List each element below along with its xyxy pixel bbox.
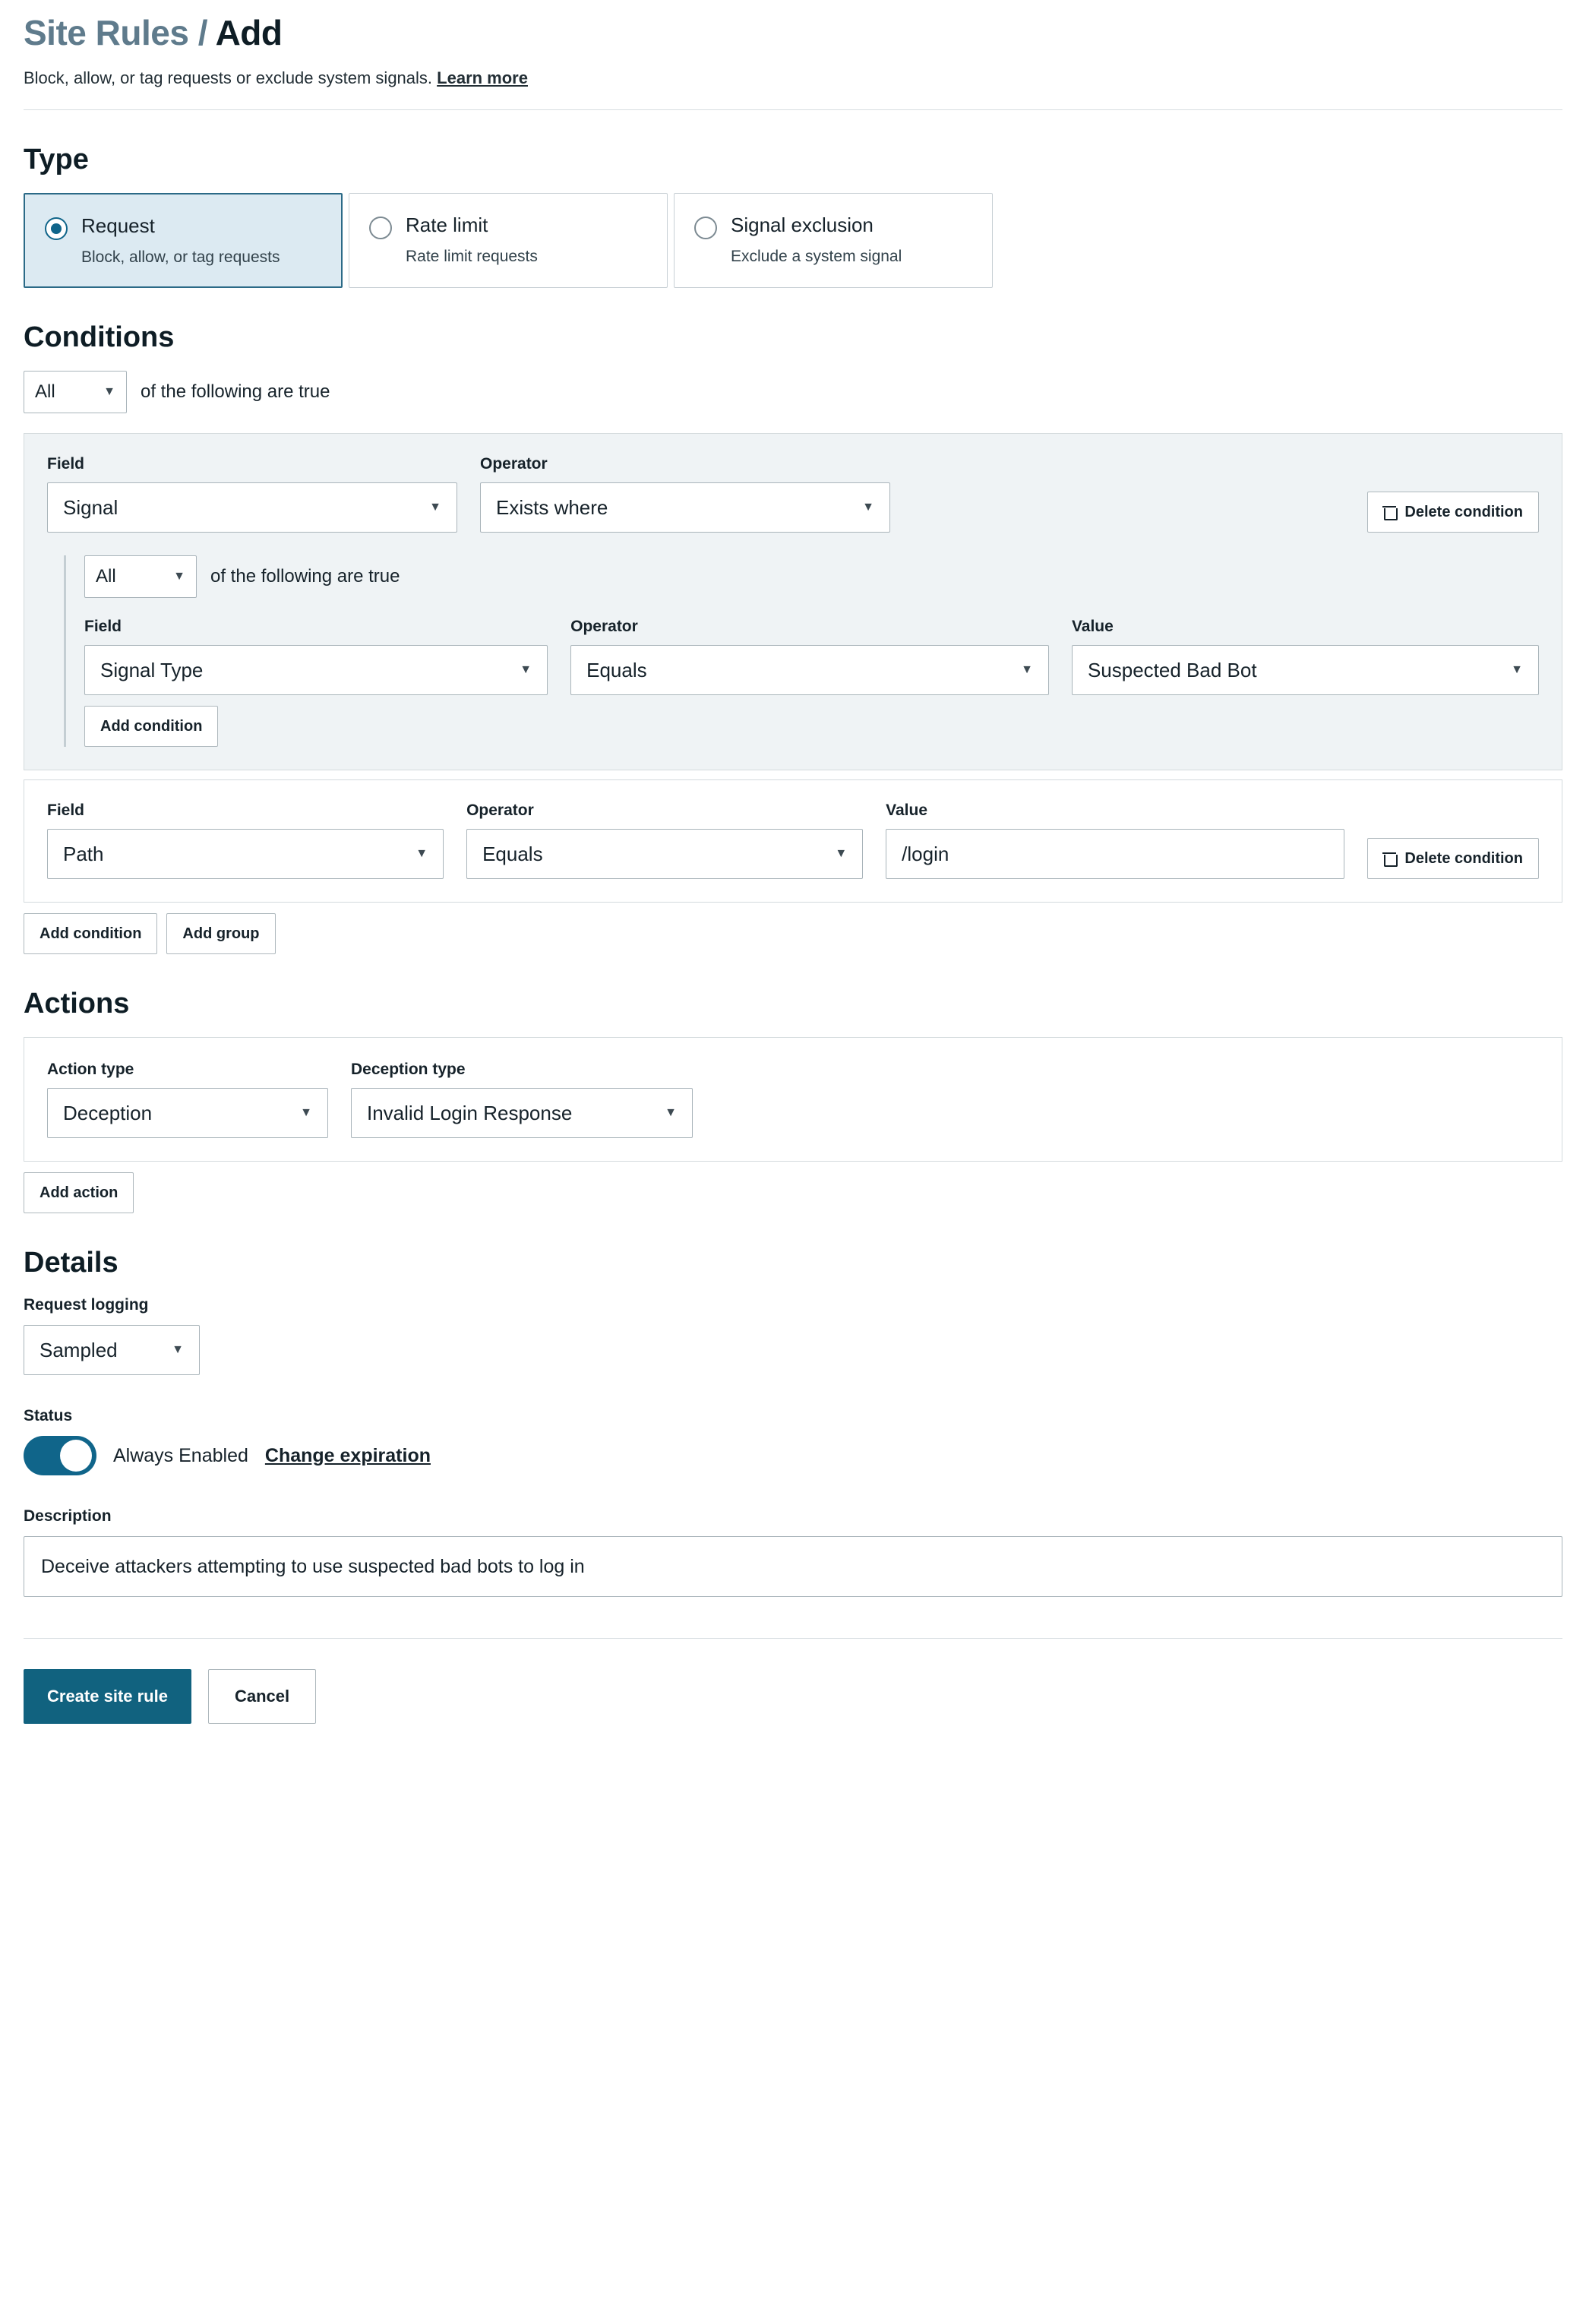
nested-match-suffix: of the following are true <box>210 566 400 587</box>
condition-row <box>47 802 1539 879</box>
status-row <box>24 1436 1562 1475</box>
condition-value-text: /login <box>902 842 949 865</box>
request-logging-value: Sampled <box>39 1338 118 1361</box>
nested-match-select[interactable] <box>84 555 197 598</box>
conditions-match-select[interactable] <box>24 371 127 413</box>
chevron-down-icon: ▼ <box>665 1106 677 1120</box>
description-input[interactable] <box>24 1536 1562 1597</box>
deception-type-value: Invalid Login Response <box>367 1101 573 1124</box>
breadcrumb-current: Add <box>215 13 283 52</box>
nested-value <box>1072 618 1539 695</box>
type-options <box>24 193 1562 288</box>
condition-value <box>886 802 1344 879</box>
nested-match-row <box>84 555 1539 598</box>
action-type <box>47 1061 328 1138</box>
type-option-desc: Rate limit requests <box>406 248 538 266</box>
condition-group-field-value: Signal <box>63 495 118 519</box>
nested-value-value: Suspected Bad Bot <box>1087 658 1257 681</box>
breadcrumb-site-rules[interactable]: Site Rules <box>24 13 189 52</box>
delete-condition-button[interactable] <box>1367 492 1539 533</box>
deception-type-label: Deception type <box>351 1061 466 1079</box>
nested-field-select[interactable] <box>84 645 548 695</box>
operator-label: Operator <box>480 455 548 473</box>
condition-value-input[interactable] <box>886 829 1344 879</box>
nested-field <box>84 618 548 695</box>
delete-condition-label: Delete condition <box>1404 503 1523 520</box>
chevron-down-icon: ▼ <box>415 847 428 861</box>
trash-icon <box>1383 852 1395 865</box>
action-type-select[interactable] <box>47 1088 328 1138</box>
condition-group-field <box>47 455 457 533</box>
value-label: Value <box>886 802 928 820</box>
chevron-down-icon: ▼ <box>429 501 441 514</box>
field-label: Field <box>84 618 122 636</box>
value-label: Value <box>1071 618 1114 636</box>
page-subtitle <box>24 68 1562 88</box>
condition-group-panel <box>24 433 1562 770</box>
delete-condition-button[interactable] <box>1367 838 1539 879</box>
action-row <box>47 1061 1539 1138</box>
toggle-knob <box>60 1440 92 1472</box>
description-label: Description <box>24 1507 112 1526</box>
action-type-value: Deception <box>63 1101 153 1124</box>
conditions-match-row <box>24 371 1562 413</box>
actions-button-row <box>24 1172 1562 1213</box>
conditions-match-suffix: of the following are true <box>141 381 330 403</box>
condition-field <box>47 802 444 879</box>
chevron-down-icon: ▼ <box>520 663 532 677</box>
add-group-button[interactable]: Add group <box>166 913 275 954</box>
condition-operator <box>466 802 863 879</box>
trash-icon <box>1383 505 1395 519</box>
actions-heading: Actions <box>24 988 130 1020</box>
nested-match-value: All <box>96 566 116 587</box>
details-heading: Details <box>24 1247 118 1279</box>
request-logging-label: Request logging <box>24 1296 149 1314</box>
condition-group-operator-value: Exists where <box>496 495 608 519</box>
type-option-label: Rate limit <box>406 213 488 236</box>
condition-field-value: Path <box>63 842 104 865</box>
conditions-button-row <box>24 913 1562 954</box>
learn-more-link[interactable]: Learn more <box>437 68 528 87</box>
page-title <box>24 6 1562 53</box>
status-label: Status <box>24 1407 73 1425</box>
chevron-down-icon: ▼ <box>103 385 115 399</box>
radio-icon[interactable] <box>45 217 68 240</box>
chevron-down-icon: ▼ <box>300 1106 312 1120</box>
add-condition-button[interactable]: Add condition <box>24 913 157 954</box>
type-option-request[interactable] <box>24 193 343 288</box>
nested-button-row <box>84 706 1539 747</box>
page-subtitle-text: Block, allow, or tag requests or exclude system signals. <box>24 68 433 87</box>
delete-condition-label: Delete condition <box>1404 849 1523 867</box>
type-option-label: Request <box>81 214 155 237</box>
type-heading: Type <box>24 144 89 175</box>
status-toggle[interactable] <box>24 1436 96 1475</box>
nested-operator-value: Equals <box>586 658 647 681</box>
field-label: Field <box>47 455 85 473</box>
condition-operator-value: Equals <box>482 842 543 865</box>
chevron-down-icon: ▼ <box>1021 663 1033 677</box>
radio-icon[interactable] <box>369 217 392 239</box>
header-divider <box>24 109 1562 110</box>
type-option-desc: Block, allow, or tag requests <box>81 248 280 267</box>
breadcrumb-separator: / <box>197 13 207 52</box>
action-type-label: Action type <box>47 1061 134 1079</box>
chevron-down-icon: ▼ <box>1511 663 1523 677</box>
nested-add-condition-button[interactable]: Add condition <box>84 706 218 747</box>
chevron-down-icon: ▼ <box>862 501 874 514</box>
create-site-rule-button[interactable]: Create site rule <box>24 1669 191 1724</box>
radio-icon[interactable] <box>694 217 717 239</box>
nested-condition-group <box>64 555 1539 747</box>
cancel-button[interactable]: Cancel <box>208 1669 316 1724</box>
page-header <box>24 0 1562 110</box>
nested-value-select[interactable] <box>1072 645 1539 695</box>
type-option-desc: Exclude a system signal <box>731 248 902 266</box>
deception-type <box>351 1061 693 1138</box>
add-action-button[interactable]: Add action <box>24 1172 134 1213</box>
condition-row-panel <box>24 779 1562 903</box>
chevron-down-icon: ▼ <box>172 1343 184 1357</box>
condition-group-field-select[interactable] <box>47 482 457 533</box>
conditions-heading: Conditions <box>24 321 175 354</box>
footer-actions <box>24 1669 1562 1759</box>
request-logging-select[interactable] <box>24 1325 200 1375</box>
condition-group-header-row <box>47 455 1539 533</box>
nested-operator <box>570 618 1049 695</box>
type-option-rate-limit[interactable] <box>349 193 668 288</box>
operator-label: Operator <box>570 618 638 636</box>
footer-divider <box>24 1638 1562 1639</box>
type-option-signal-exclusion[interactable] <box>674 193 993 288</box>
change-expiration-link[interactable]: Change expiration <box>264 1444 431 1466</box>
condition-group-operator <box>480 455 890 533</box>
operator-label: Operator <box>466 802 534 820</box>
nested-condition-row <box>84 618 1539 695</box>
actions-panel <box>24 1037 1562 1162</box>
chevron-down-icon: ▼ <box>835 847 848 861</box>
type-option-label: Signal exclusion <box>731 213 874 236</box>
field-label: Field <box>47 802 85 820</box>
deception-type-select[interactable] <box>351 1088 693 1138</box>
condition-field-select[interactable] <box>47 829 444 879</box>
conditions-match-value: All <box>35 381 55 403</box>
status-text: Always Enabled <box>113 1444 248 1466</box>
chevron-down-icon: ▼ <box>173 570 185 583</box>
condition-operator-select[interactable] <box>466 829 863 879</box>
nested-field-value: Signal Type <box>100 658 204 681</box>
condition-group-operator-select[interactable] <box>480 482 890 533</box>
nested-operator-select[interactable] <box>570 645 1049 695</box>
